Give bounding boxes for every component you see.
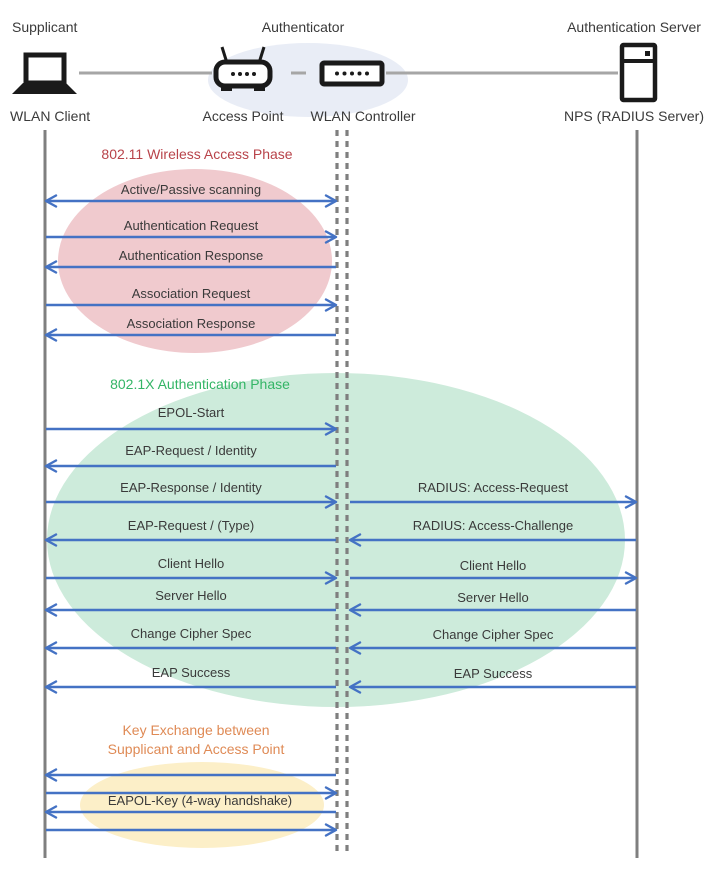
key-exchange-title-line1: Key Exchange between [122,722,270,738]
msg-client-hello-left: Client Hello [157,556,225,571]
msg-server-hello-left: Server Hello [155,588,227,603]
msg-association-response: Association Response [126,316,256,331]
msg-eap-success-right: EAP Success [453,666,533,681]
role-supplicant: Supplicant [12,19,78,35]
msg-eap-success-left: EAP Success [151,665,231,680]
msg-radius-access-request: RADIUS: Access-Request [417,480,569,495]
msg-eap-request-identity: EAP-Request / Identity [125,443,257,458]
server-icon [622,45,655,100]
laptop-icon [12,55,77,94]
msg-radius-access-challenge: RADIUS: Access-Challenge [412,518,574,533]
msg-eapol-key-handshake: EAPOL-Key (4-way handshake) [107,793,293,808]
role-authentication-server: Authentication Server [567,19,701,35]
device-wlan-client: WLAN Client [10,108,91,124]
msg-active-passive-scanning: Active/Passive scanning [120,182,262,197]
msg-eap-response-identity: EAP-Response / Identity [120,480,262,495]
phase-80211-title: 802.11 Wireless Access Phase [101,146,293,162]
msg-authentication-response: Authentication Response [118,248,264,263]
msg-association-request: Association Request [131,286,251,301]
msg-eap-request-type: EAP-Request / (Type) [127,518,255,533]
msg-change-cipher-spec-right: Change Cipher Spec [432,627,554,642]
role-authenticator: Authenticator [261,19,345,35]
key-exchange-title-line2: Supplicant and Access Point [107,741,285,757]
device-nps: NPS (RADIUS Server) [563,108,705,124]
device-access-point: Access Point [202,108,284,124]
msg-client-hello-right: Client Hello [459,558,527,573]
msg-server-hello-right: Server Hello [457,590,529,605]
phase-8021x-title: 802.1X Authentication Phase [110,376,290,392]
device-wlan-controller: WLAN Controller [310,108,416,124]
msg-epol-start: EPOL-Start [157,405,225,420]
msg-authentication-request: Authentication Request [123,218,259,233]
msg-change-cipher-spec-left: Change Cipher Spec [130,626,252,641]
wlan-controller-icon [322,63,382,84]
